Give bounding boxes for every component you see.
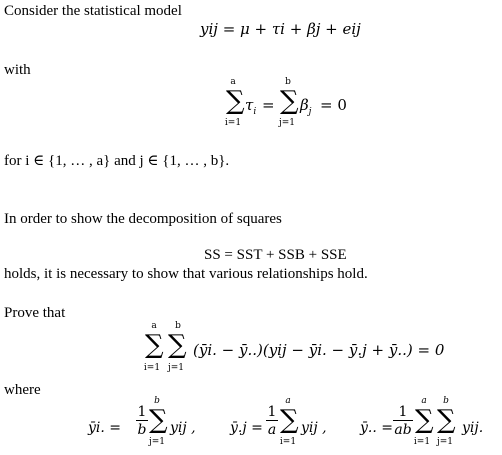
decomposition-intro-text: In order to show the decomposition of squares [4, 211, 282, 227]
def2-rhs: yij , [301, 420, 327, 436]
proof-sum-lower-j: j=1 [167, 363, 185, 373]
def2-frac-num: 1 [267, 404, 277, 420]
equals-sign: = [262, 96, 275, 114]
prove-that-text: Prove that [4, 305, 66, 321]
constraint-sum1-lower: i=1 [224, 118, 242, 128]
def3-sum-lower-j: j=1 [436, 437, 454, 447]
fraction-bar [266, 420, 278, 421]
def1-frac-den: b [137, 422, 147, 438]
model-equation [200, 20, 361, 38]
def3-lhs: ȳ.. = [360, 420, 393, 436]
decomposition-equation: SS = SST + SSB + SSE [204, 247, 347, 263]
def2-lhs: ȳ.j = [230, 420, 263, 436]
def1-lhs: ȳi. = [88, 420, 122, 436]
sum-symbol: ∑ [280, 86, 299, 116]
proof-sum-upper-a: a [151, 321, 157, 331]
def3-sum-upper-a: a [421, 396, 427, 406]
sum-symbol: ∑ [168, 330, 187, 360]
constraint-sum2-upper: b [285, 77, 291, 87]
proof-sum-lower-i: i=1 [143, 363, 161, 373]
def2-frac-den: a [267, 422, 277, 438]
sum-symbol: ∑ [437, 405, 456, 435]
intro-consider-text: Consider the statistical model [4, 3, 182, 19]
fraction-bar [136, 420, 148, 421]
index-range-text: for i ∈ {1, … , a} and j ∈ {1, … , b}. [4, 153, 230, 169]
def3-rhs: yij. [462, 420, 484, 436]
holds-text: holds, it is necessary to show that various relationships hold. [4, 266, 368, 282]
sum-symbol: ∑ [145, 330, 164, 360]
def2-sum-lower: i=1 [279, 437, 297, 447]
def3-sum-lower-i: i=1 [413, 437, 431, 447]
sum-symbol: ∑ [226, 86, 245, 116]
proof-identity-text: (ȳi. − ȳ..)(yij − ȳi. − ȳ.j + ȳ..) = 0 [193, 341, 445, 359]
def1-sum-upper: b [154, 396, 160, 406]
def1-sum-lower: j=1 [148, 437, 166, 447]
sum-symbol: ∑ [149, 405, 168, 435]
equals-zero: = 0 [320, 96, 347, 114]
constraint-sum2-lower: j=1 [278, 118, 296, 128]
def3-frac-num: 1 [398, 404, 408, 420]
fraction-bar [393, 420, 413, 421]
constraint-sum1-upper: a [230, 77, 236, 87]
def3-frac-den: ab [394, 422, 412, 438]
def1-frac-num: 1 [137, 404, 147, 420]
sum-symbol: ∑ [415, 405, 434, 435]
beta-term: $\beta_j$ [300, 96, 312, 117]
tau-term: $\tau_i$ [245, 96, 257, 117]
model-equation-text: yij = μ + τi + βj + eij [200, 20, 361, 38]
with-text: with [4, 62, 31, 78]
where-text: where [4, 382, 41, 398]
proof-sum-upper-b: b [175, 321, 181, 331]
def2-sum-upper: a [285, 396, 291, 406]
def3-sum-upper-b: b [443, 396, 449, 406]
def1-rhs: yij , [170, 420, 196, 436]
sum-symbol: ∑ [280, 405, 299, 435]
